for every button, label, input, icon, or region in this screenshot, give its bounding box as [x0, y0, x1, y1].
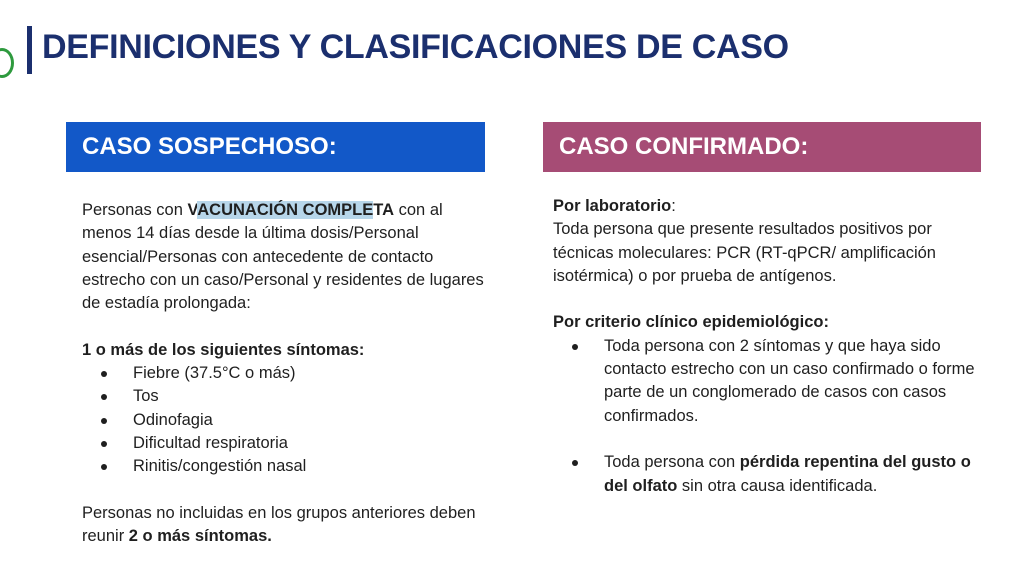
- clinical-criteria-list: [553, 335, 993, 498]
- bullet-icon: [101, 464, 107, 470]
- suspected-case-column: [82, 199, 492, 548]
- suspected-case-header: CASO SOSPECHOSO:: [66, 122, 485, 172]
- list-item: Toda persona con pérdida repentina del gusto o del olfato sin otra causa identificada.: [553, 451, 993, 498]
- symptoms-heading: 1 o más de los siguientes síntomas:: [82, 340, 365, 359]
- bullet-icon: [101, 418, 107, 424]
- list-item: Toda persona con 2 síntomas y que haya sido contacto estrecho con un caso confirmado o forme parte de un conglomerado de casos con casos confirmados.: [553, 335, 993, 428]
- suspected-intro: Personas con VACUNACIÓN COMPLETA con al menos 14 días desde la última dosis/Personal esencial/Personas con antecedente de contacto estrecho con un caso/Personal y residentes de lugares de estadía prolongada:: [82, 201, 484, 313]
- list-item: Dificultad respiratoria: [82, 432, 492, 455]
- page-title: DEFINICIONES Y CLASIFICACIONES DE CASO: [42, 28, 789, 66]
- bullet-icon: [101, 441, 107, 447]
- suspected-footer: Personas no incluidas en los grupos anteriores deben reunir 2 o más síntomas.: [82, 503, 476, 546]
- confirmed-case-column: [553, 195, 993, 498]
- lab-heading: Por laboratorio:: [553, 197, 676, 215]
- clinical-heading: Por criterio clínico epidemiológico:: [553, 313, 829, 332]
- bullet-icon: [572, 460, 578, 466]
- title-accent-bar: [27, 26, 32, 74]
- lab-text: Toda persona que presente resultados positivos por técnicas moleculares: PCR (RT-qPCR/ amplificación isotérmica) o por prueba de antígenos.: [553, 220, 936, 285]
- confirmed-case-header: CASO CONFIRMADO:: [543, 122, 981, 172]
- highlighted-text: ACUNACIÓN COMPLE: [197, 201, 374, 219]
- list-item: Tos: [82, 385, 492, 408]
- list-item: Rinitis/congestión nasal: [82, 455, 492, 478]
- bullet-icon: [101, 394, 107, 400]
- list-item: Fiebre (37.5°C o más): [82, 362, 492, 385]
- logo-fragment: [0, 48, 14, 78]
- symptoms-list: [82, 362, 492, 478]
- bullet-icon: [101, 371, 107, 377]
- bullet-icon: [572, 344, 578, 350]
- list-item: Odinofagia: [82, 409, 492, 432]
